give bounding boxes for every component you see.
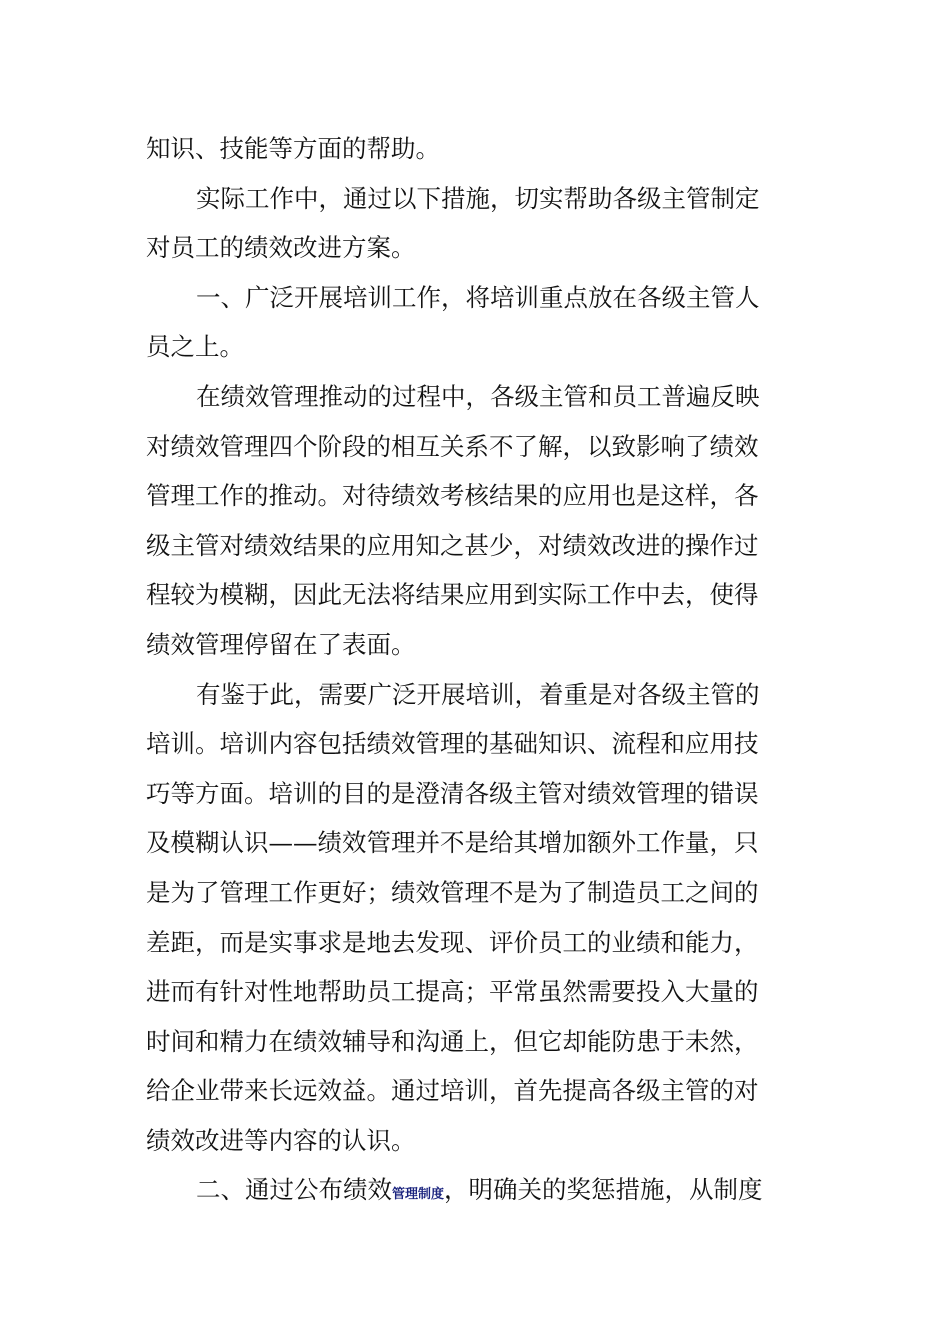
text-segment: 二、通过公布绩效	[196, 1175, 392, 1205]
inline-small-text: 管理制度	[392, 1187, 445, 1203]
text-line: 时间和精力在绩效辅导和沟通上，但它却能防患于未然，	[146, 1026, 759, 1056]
text-line: 对员工的绩效改进方案。	[146, 233, 416, 263]
text-line: 差距，而是实事求是地去发现、评价员工的业绩和能力，	[146, 927, 759, 957]
text-line-last	[146, 1165, 802, 1215]
text-line: 及模糊认识——绩效管理并不是给其增加额外工作量，只	[146, 828, 759, 858]
text-line: 绩效改进等内容的认识。	[146, 1125, 416, 1155]
text-line: 对绩效管理四个阶段的相互关系不了解，以致影响了绩效	[146, 431, 759, 461]
text-line: 绩效管理停留在了表面。	[146, 629, 416, 659]
text-line: 给企业带来长远效益。通过培训，首先提高各级主管的对	[146, 1076, 759, 1106]
text-line: 员之上。	[146, 332, 244, 362]
text-line: 进而有针对性地帮助员工提高；平常虽然需要投入大量的	[146, 977, 759, 1007]
text-line: 实际工作中，通过以下措施，切实帮助各级主管制定	[196, 183, 760, 213]
text-line: 在绩效管理推动的过程中，各级主管和员工普遍反映	[196, 381, 760, 411]
text-line: 程较为模糊，因此无法将结果应用到实际工作中去，使得	[146, 580, 759, 610]
text-line: 巧等方面。培训的目的是澄清各级主管对绩效管理的错误	[146, 778, 759, 808]
text-line: 管理工作的推动。对待绩效考核结果的应用也是这样，各	[146, 481, 759, 511]
text-line: 是为了管理工作更好；绩效管理不是为了制造员工之间的	[146, 877, 759, 907]
text-line: 培训。培训内容包括绩效管理的基础知识、流程和应用技	[146, 729, 759, 759]
text-segment: ，明确关的奖惩措施，从制度	[444, 1175, 763, 1205]
text-line: 有鉴于此，需要广泛开展培训，着重是对各级主管的	[196, 679, 760, 709]
text-line: 级主管对绩效结果的应用知之甚少，对绩效改进的操作过	[146, 530, 759, 560]
document-body	[146, 124, 802, 1215]
text-line: 知识、技能等方面的帮助。	[146, 134, 440, 163]
text-line: 一、广泛开展培训工作，将培训重点放在各级主管人	[196, 282, 760, 312]
